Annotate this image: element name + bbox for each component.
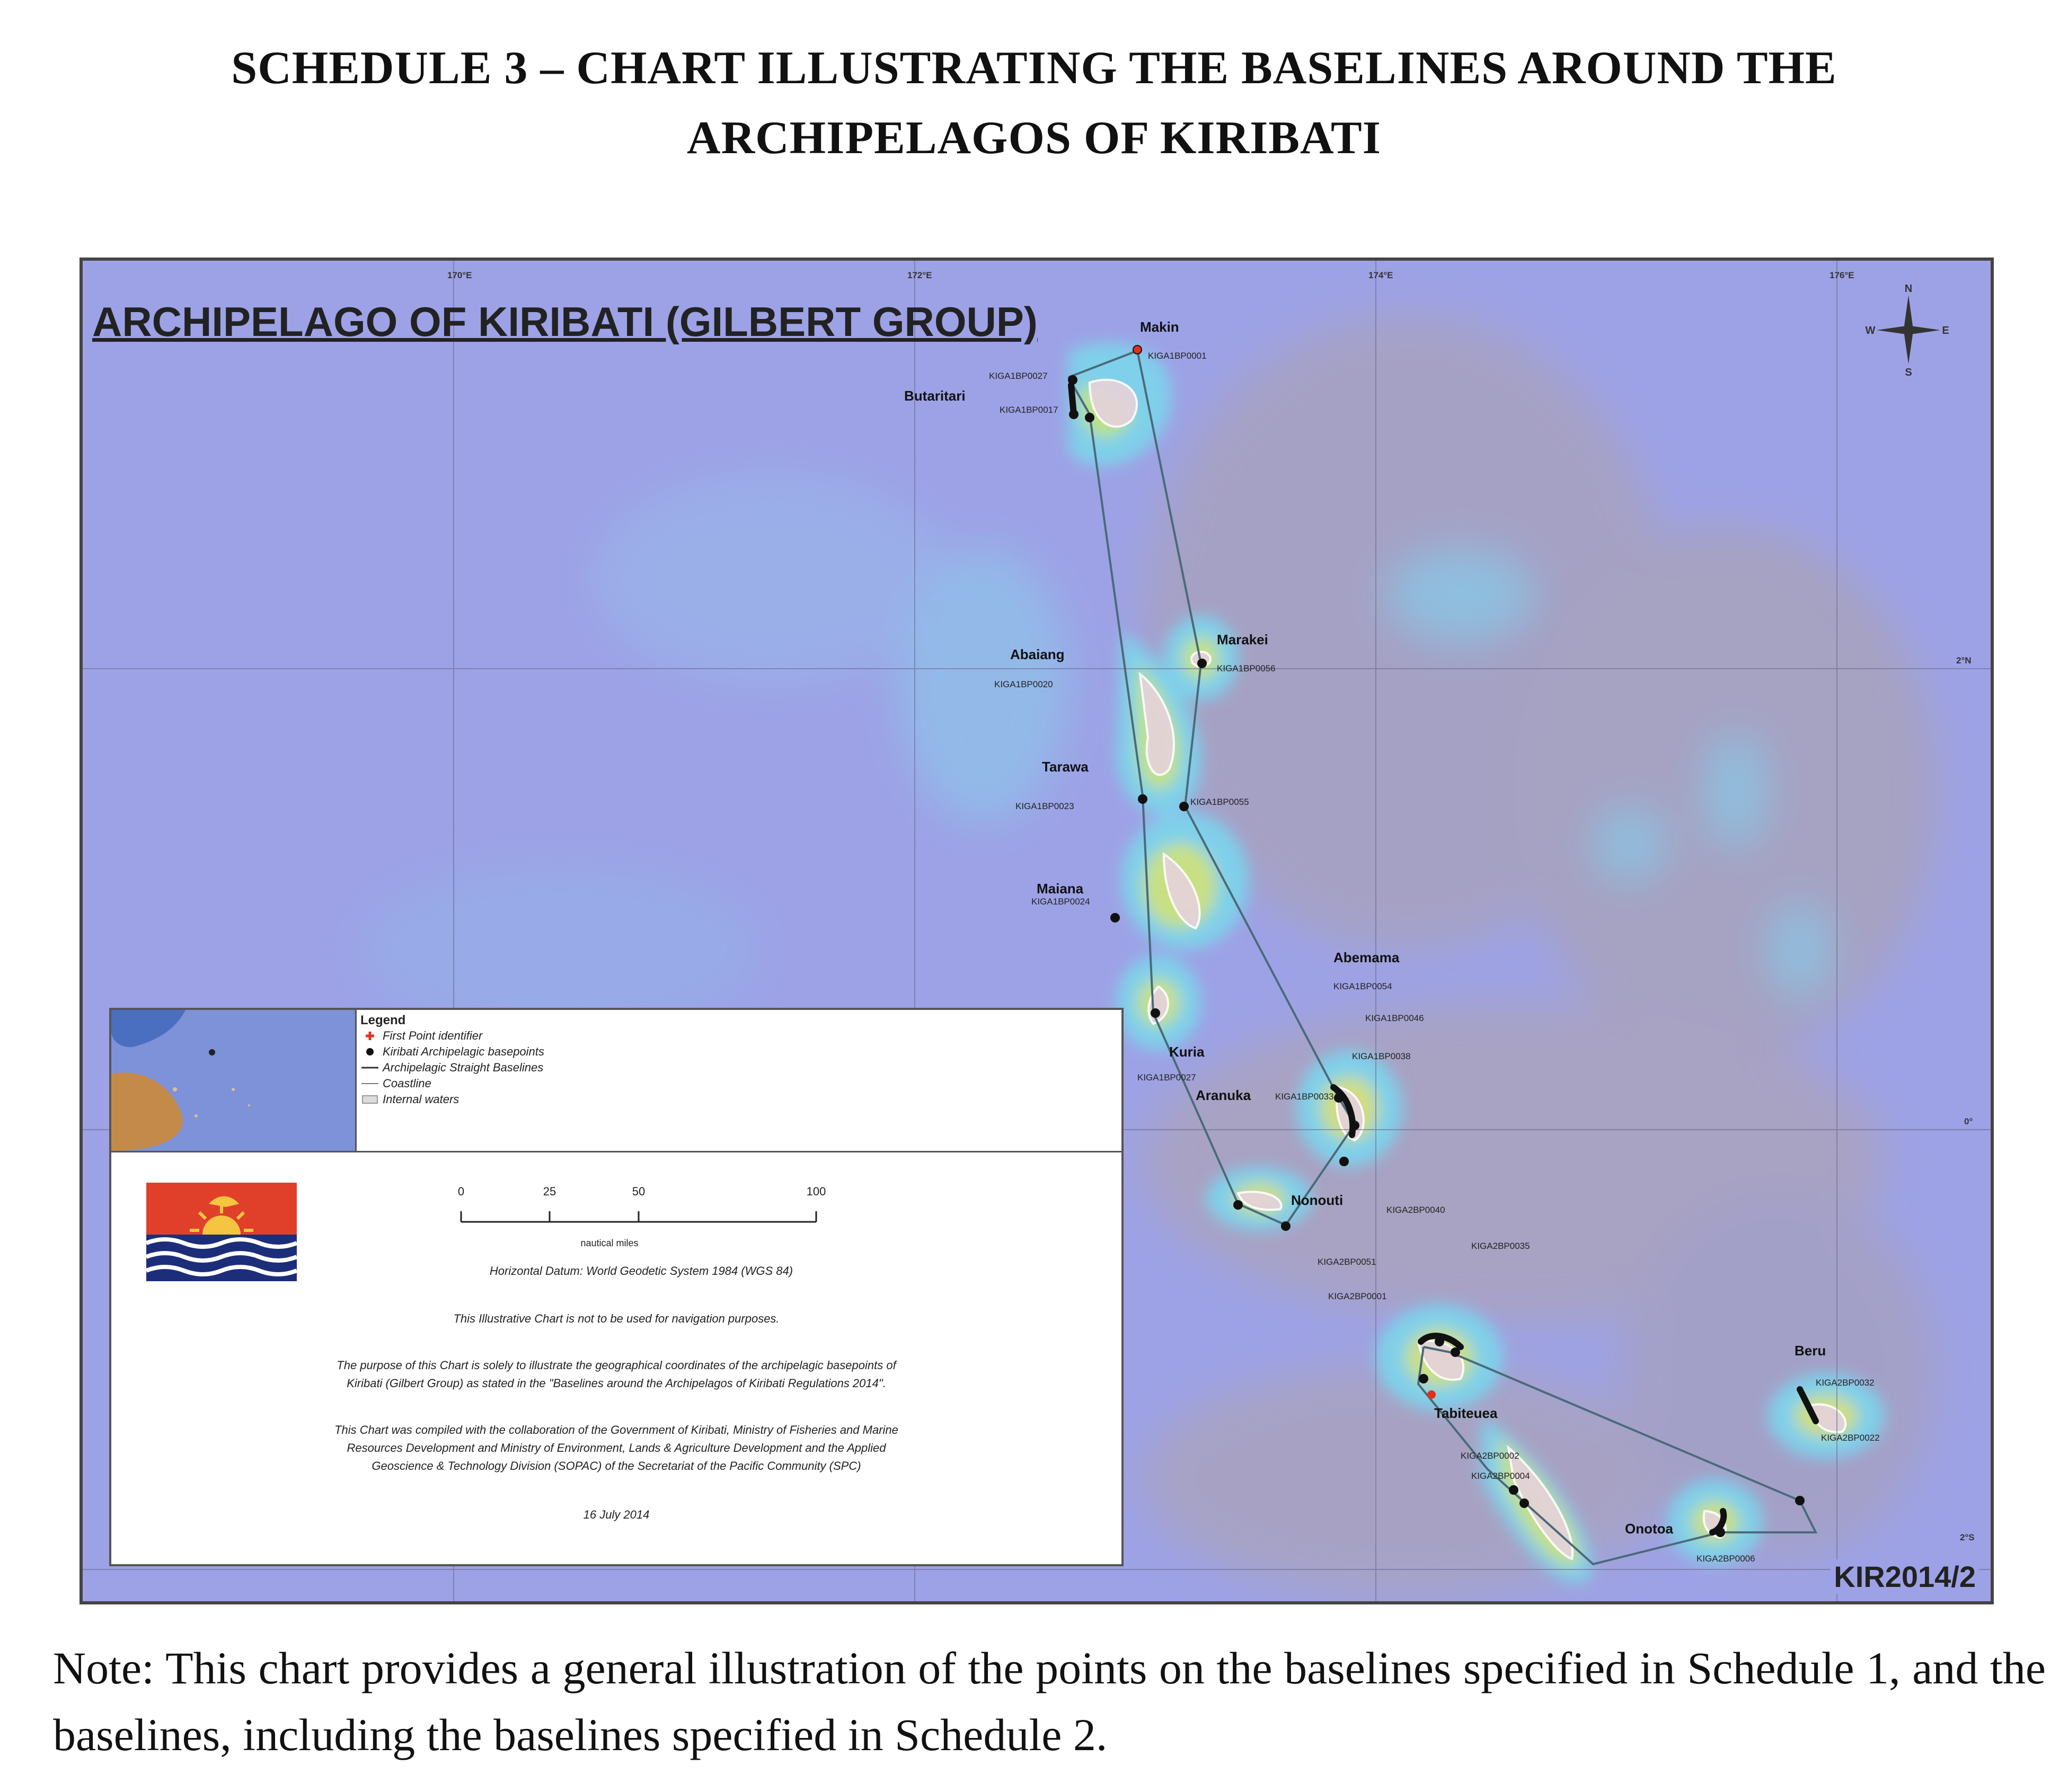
lat-tick-0: 0°	[1964, 1116, 1973, 1126]
schedule-heading-line-1: SCHEDULE 3 – CHART ILLUSTRATING THE BASELINES AROUND THE	[231, 42, 1837, 94]
basepoint-label: KIGA1BP0054	[1333, 981, 1392, 991]
basepoint-label: KIGA2BP0006	[1696, 1554, 1755, 1564]
island-label-tabiteuea: Tabiteuea	[1434, 1405, 1498, 1421]
lat-tick-2n: 2°N	[1956, 655, 1972, 666]
disclaimer-text: This Illustrative Chart is not to be used for navigation purposes.	[453, 1312, 780, 1325]
lon-tick-176: 176°E	[1830, 270, 1854, 280]
legend-list	[360, 1013, 544, 1107]
compiled-text-line-3: Geoscience & Technology Division (SOPAC) of the Secretariat of the Pacific Community (SPC)	[372, 1459, 861, 1472]
lat-tick-2s: 2°S	[1960, 1532, 1975, 1542]
basepoint-label: KIGA1BP0027	[1137, 1072, 1196, 1083]
compass-e: E	[1942, 325, 1949, 336]
compass-rose-icon	[1861, 279, 1956, 380]
basepoint-label: KIGA1BP0020	[994, 679, 1053, 689]
legend-divider	[111, 1151, 1121, 1152]
basepoint-label: KIGA1BP0046	[1365, 1013, 1424, 1023]
compass-s: S	[1905, 367, 1912, 378]
legend-item-label: First Point identifier	[383, 1029, 483, 1042]
island-label-onotoa: Onotoa	[1625, 1521, 1673, 1537]
note-paragraph: Note: This chart provides a general illustration of the points on the baselines specified in Schedule 1, and the baselines, including the baselines specified in Schedule 2.	[53, 1643, 2046, 1760]
island-label-kuria: Kuria	[1169, 1044, 1205, 1060]
scale-bar	[450, 1185, 832, 1248]
basepoint-label: KIGA1BP0038	[1352, 1051, 1411, 1061]
lon-tick-174: 174°E	[1368, 270, 1393, 280]
legend-item-internal-waters	[360, 1092, 544, 1107]
schedule-heading-line-2: ARCHIPELAGOS OF KIRIBATI	[687, 112, 1381, 164]
scale-tick-100: 100	[806, 1185, 826, 1198]
basepoint-label: KIGA2BP0035	[1471, 1241, 1530, 1251]
island-label-tarawa: Tarawa	[1042, 759, 1089, 775]
basepoint-label: KIGA1BP0027	[989, 371, 1048, 381]
basepoint-label: KIGA2BP0032	[1816, 1378, 1875, 1388]
basepoint-label: KIGA2BP0001	[1328, 1291, 1387, 1301]
chart-id-label: KIR2014/2	[1831, 1559, 1979, 1594]
basepoint-label: KIGA1BP0033	[1275, 1092, 1334, 1102]
island-label-butaritari: Butaritari	[904, 388, 966, 404]
black-dot-icon	[360, 1046, 379, 1057]
scale-tick-50: 50	[632, 1185, 646, 1198]
lon-tick-172: 172°E	[907, 270, 932, 280]
legend-item-label: Coastline	[383, 1077, 431, 1090]
basepoint-label: KIGA2BP0040	[1386, 1205, 1445, 1215]
locator-inset-map	[111, 1010, 357, 1152]
scale-unit: nautical miles	[580, 1238, 639, 1248]
basepoint-label: KIGA1BP0001	[1148, 351, 1207, 361]
legend-panel	[109, 1008, 1124, 1566]
map-title: ARCHIPELAGO OF KIRIBATI (GILBERT GROUP)	[92, 298, 1038, 345]
purpose-text-line-1: The purpose of this Chart is solely to illustrate the geographical coordinates of the archipelagic basepoints of	[337, 1359, 896, 1372]
baseline-chart-map	[79, 258, 1994, 1604]
legend-item-label: Internal waters	[383, 1093, 459, 1106]
basepoint-label: KIGA1BP0023	[1015, 801, 1074, 811]
basepoint-label: KIGA1BP0017	[1000, 405, 1058, 415]
compiled-text-line-2: Resources Development and Ministry of Environment, Lands & Agriculture Development and the Applied	[347, 1441, 886, 1454]
island-label-maiana: Maiana	[1037, 881, 1084, 897]
lon-tick-170: 170°E	[447, 270, 472, 280]
baseline-line-icon	[360, 1065, 379, 1070]
island-label-makin: Makin	[1140, 319, 1179, 335]
compass-n: N	[1904, 283, 1913, 295]
island-label-abaiang: Abaiang	[1010, 646, 1065, 662]
basepoint-label: KIGA1BP0056	[1217, 663, 1276, 673]
coastline-line-icon	[360, 1081, 379, 1086]
basepoint-label: KIGA2BP0022	[1821, 1433, 1880, 1443]
scale-tick-0: 0	[457, 1185, 465, 1198]
island-label-aranuka: Aranuka	[1196, 1087, 1251, 1103]
legend-item-first-point	[360, 1028, 544, 1044]
island-label-beru: Beru	[1795, 1343, 1826, 1359]
basepoint-label: KIGA2BP0004	[1471, 1471, 1530, 1481]
compiled-text-line-1: This Chart was compiled with the collaboration of the Government of Kiribati, Ministry of Fisheries and Marine	[334, 1423, 898, 1436]
datum-text: Horizontal Datum: World Geodetic System 1984 (WGS 84)	[489, 1264, 793, 1278]
purpose-text-line-2: Kiribati (Gilbert Group) as stated in the "Baselines around the Archipelagos of Kiribati Regulations 2014".	[347, 1377, 886, 1390]
scale-tick-25: 25	[543, 1185, 556, 1198]
basepoint-label: KIGA2BP0002	[1461, 1451, 1519, 1461]
basepoint-label: KIGA1BP0055	[1190, 797, 1249, 807]
island-label-abemama: Abemama	[1333, 950, 1400, 965]
legend-item-label: Kiribati Archipelagic basepoints	[383, 1045, 544, 1058]
island-label-marakei: Marakei	[1217, 632, 1268, 647]
legend-item-label: Archipelagic Straight Baselines	[383, 1061, 544, 1074]
chart-date: 16 July 2014	[583, 1508, 650, 1521]
island-label-nonouti: Nonouti	[1291, 1192, 1344, 1208]
basepoint-label: KIGA2BP0051	[1318, 1257, 1376, 1267]
legend-item-coastline	[360, 1076, 544, 1092]
basepoint-label: KIGA1BP0024	[1031, 897, 1090, 907]
internal-waters-box-icon	[360, 1094, 379, 1105]
legend-item-baselines	[360, 1060, 544, 1076]
red-cross-icon	[360, 1031, 379, 1041]
legend-title: Legend	[360, 1013, 406, 1027]
legend-item-basepoints	[360, 1044, 544, 1060]
compass-w: W	[1865, 325, 1876, 336]
